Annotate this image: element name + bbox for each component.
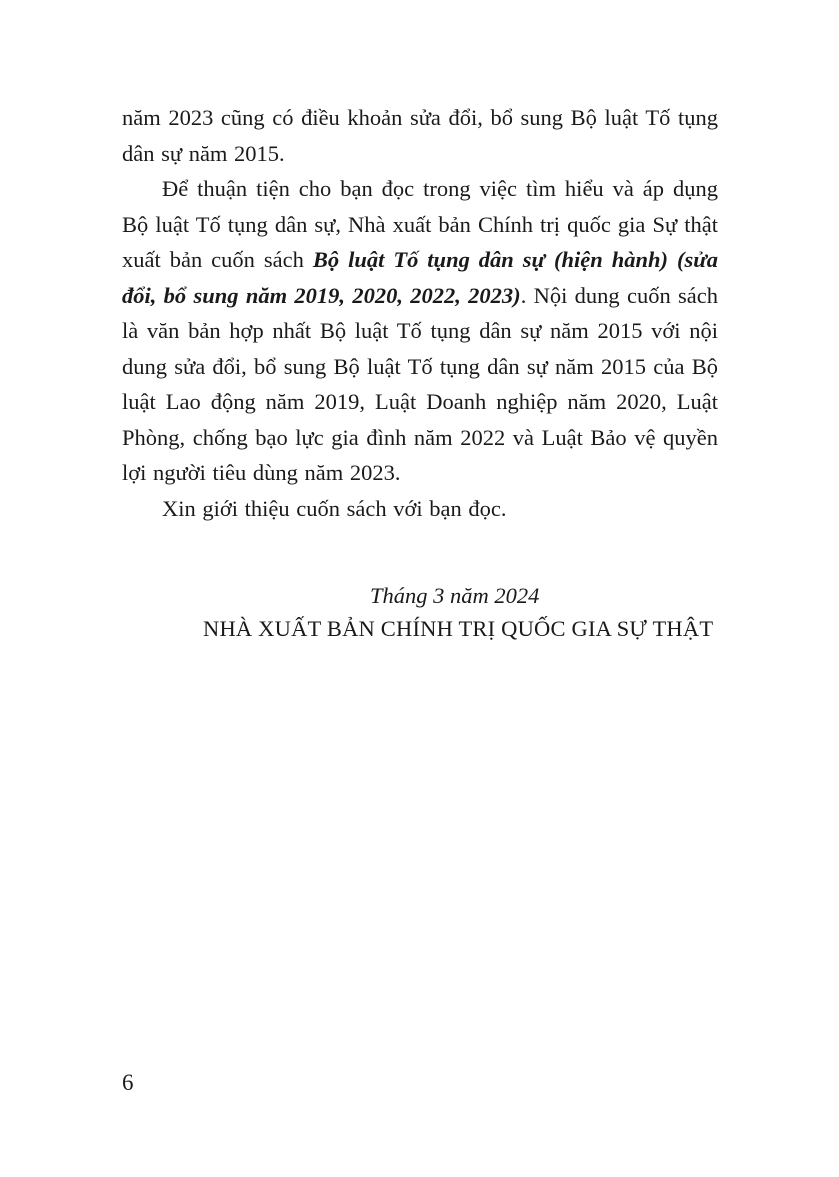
book-title: Bộ luật Tố tụng dân sự (hiện hành) (sửa đổi, bổ sung năm 2019, 2020, 2022, 2023) (122, 247, 718, 308)
paragraph-2-rest: . Nội dung cuốn sách là văn bản hợp nhất Bộ luật Tố tụng dân sự năm 2015 với nội dung sửa đổi, bổ sung Bộ luật Tố tụng dân sự năm 2015 của Bộ luật Lao động năm 2019, Luật Doanh nghiệp năm 2020, Luật Phòng, chống bạo lực gia đình năm 2022 và Luật Bảo vệ quyền lợi người tiêu dùng năm 2023. (122, 282, 718, 485)
paragraph-2-intro: Để thuận tiện cho bạn đọc trong việc tìm hiểu và áp dụng Bộ luật Tố tụng dân sự, Nhà xuất bản Chính trị quốc gia Sự thật xuất bản cuốn sách (122, 176, 718, 272)
publisher-name: NHÀ XUẤT BẢN CHÍNH TRỊ QUỐC GIA SỰ THẬT (203, 616, 714, 641)
page-number: 6 (122, 1070, 134, 1095)
paragraph-2 (122, 171, 718, 491)
paragraph-3: Xin giới thiệu cuốn sách với bạn đọc. (162, 495, 507, 521)
signature-date: Tháng 3 năm 2024 (370, 583, 540, 608)
paragraph-1: năm 2023 cũng có điều khoản sửa đổi, bổ sung Bộ luật Tố tụng dân sự năm 2015. (122, 105, 718, 166)
body-text (122, 100, 718, 526)
